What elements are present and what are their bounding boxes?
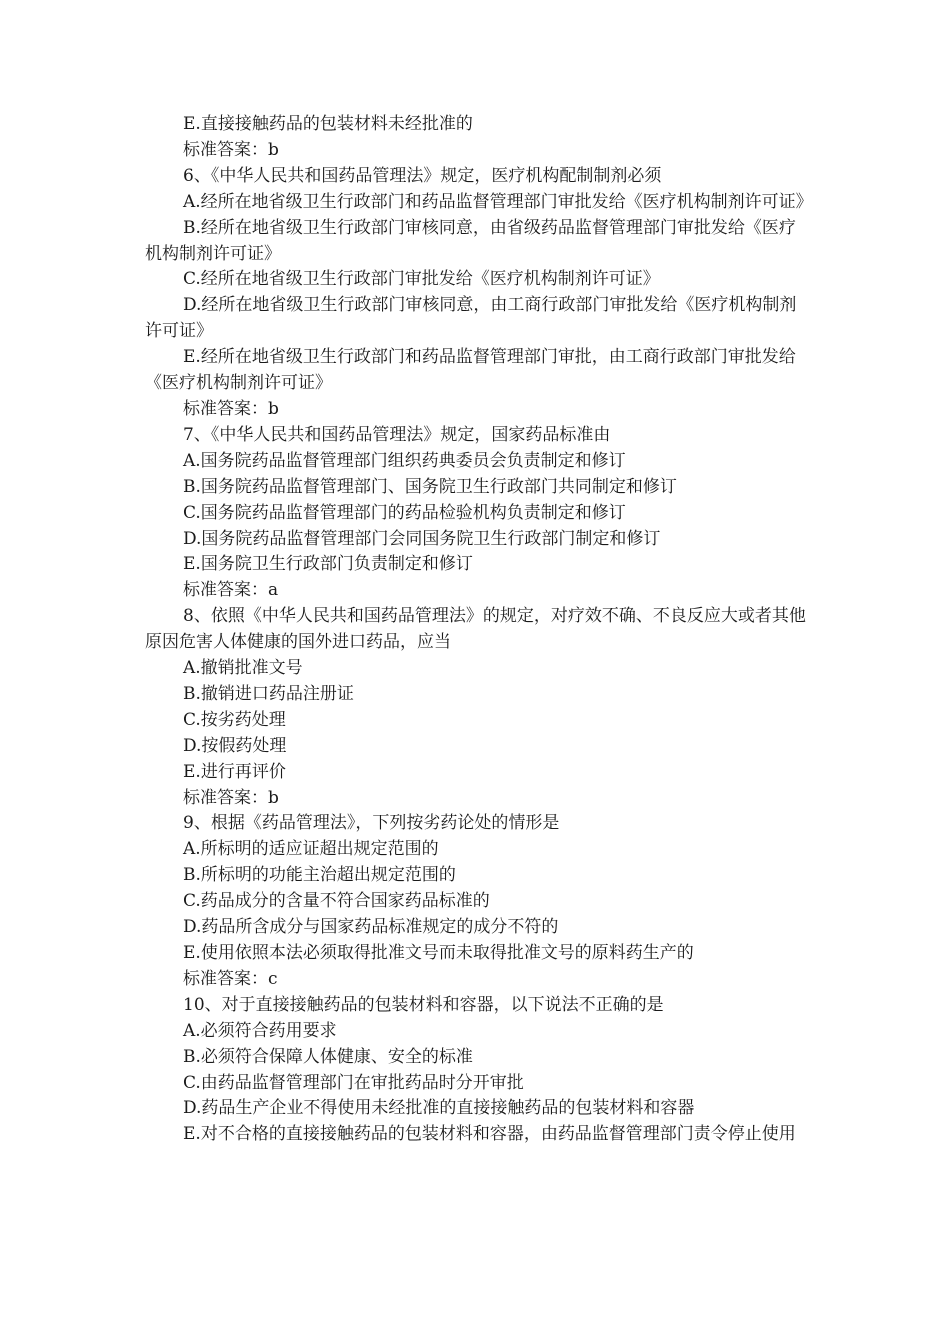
option-line: E.经所在地省级卫生行政部门和药品监督管理部门审批，由工商行政部门审批发给《医疗机构制剂许可证》 xyxy=(145,347,796,394)
answer-line: 标准答案：c xyxy=(183,968,278,989)
question-line: 6、《中华人民共和国药品管理法》规定，医疗机构配制制剂必须 xyxy=(183,165,662,186)
option-line: C.由药品监督管理部门在审批药品时分开审批 xyxy=(183,1072,524,1093)
option-line: A.必须符合药用要求 xyxy=(183,1020,337,1041)
option-line: D.按假药处理 xyxy=(183,735,287,756)
question-line: 7、《中华人民共和国药品管理法》规定，国家药品标准由 xyxy=(183,424,611,445)
option-line: B.撤销进口药品注册证 xyxy=(183,683,354,704)
question-line: 9、根据《药品管理法》，下列按劣药论处的情形是 xyxy=(183,813,560,834)
answer-line: 标准答案：a xyxy=(183,580,279,601)
document-body xyxy=(145,112,813,1148)
answer-line: 标准答案：b xyxy=(183,787,279,808)
question-line: 10、对于直接接触药品的包装材料和容器，以下说法不正确的是 xyxy=(183,994,664,1015)
option-line: A.撤销批准文号 xyxy=(183,658,303,679)
option-line: E.进行再评价 xyxy=(183,761,286,782)
option-line: E.对不合格的直接接触药品的包装材料和容器，由药品监督管理部门责令停止使用 xyxy=(183,1124,796,1145)
option-line: A.所标明的适应证超出规定范围的 xyxy=(183,839,439,860)
option-line: C.药品成分的含量不符合国家药品标准的 xyxy=(183,891,490,912)
option-line: A.国务院药品监督管理部门组织药典委员会负责制定和修订 xyxy=(183,450,626,471)
question-line: 8、依照《中华人民共和国药品管理法》的规定，对疗效不确、不良反应大或者其他原因危害人体健康的国外进口药品，应当 xyxy=(145,606,806,653)
option-line: D.经所在地省级卫生行政部门审核同意，由工商行政部门审批发给《医疗机构制剂许可证》 xyxy=(145,295,797,342)
answer-line: 标准答案：b xyxy=(183,139,279,160)
option-line: E.使用依照本法必须取得批准文号而未取得批准文号的原料药生产的 xyxy=(183,943,694,963)
option-line: E.直接接触药品的包装材料未经批准的 xyxy=(183,114,473,134)
option-line: E.国务院卫生行政部门负责制定和修订 xyxy=(183,554,473,575)
option-line: B.经所在地省级卫生行政部门审核同意，由省级药品监督管理部门审批发给《医疗机构制剂许可证》 xyxy=(145,217,796,264)
option-line: B.必须符合保障人体健康、安全的标准 xyxy=(183,1046,473,1067)
option-line: D.药品所含成分与国家药品标准规定的成分不符的 xyxy=(183,917,559,938)
option-line: C.经所在地省级卫生行政部门审批发给《医疗机构制剂许可证》 xyxy=(183,269,660,290)
option-line: D.国务院药品监督管理部门会同国务院卫生行政部门制定和修订 xyxy=(183,528,661,549)
option-line: B.所标明的功能主治超出规定范围的 xyxy=(183,865,456,886)
option-line: A.经所在地省级卫生行政部门和药品监督管理部门审批发给《医疗机构制剂许可证》 xyxy=(183,191,813,212)
option-line: C.国务院药品监督管理部门的药品检验机构负责制定和修订 xyxy=(183,502,626,523)
option-line: D.药品生产企业不得使用未经批准的直接接触药品的包装材料和容器 xyxy=(183,1098,695,1119)
option-line: C.按劣药处理 xyxy=(183,709,286,730)
answer-line: 标准答案：b xyxy=(183,398,279,419)
option-line: B.国务院药品监督管理部门、国务院卫生行政部门共同制定和修订 xyxy=(183,476,677,497)
